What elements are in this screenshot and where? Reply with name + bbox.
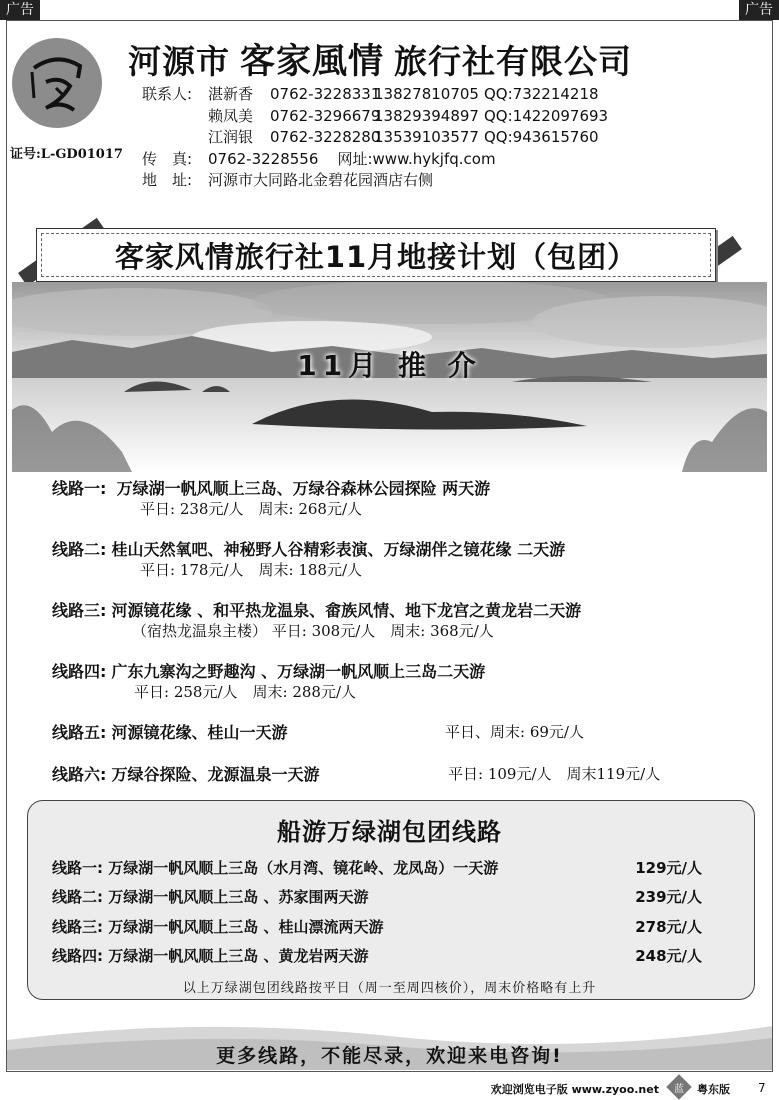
boat-route-name: 线路四: 万绿湖一帆风顺上三岛 、黄龙岩两天游 <box>52 947 369 965</box>
route-name: 线路六: <box>52 765 107 784</box>
route-price: 平日: 109元/人 周末119元/人 <box>448 765 661 783</box>
route-price: 平日、周末: 69元/人 <box>445 723 584 741</box>
contact-tel: 0762-3228280 <box>270 128 381 146</box>
route-desc: 河源镜花缘、桂山一天游 <box>111 723 288 742</box>
address-row <box>142 170 433 190</box>
contact-mobile: 13539103577 <box>374 128 479 146</box>
route-desc: 广东九寨沟之野趣沟 、万绿湖一帆风顺上三岛二天游 <box>111 662 486 681</box>
boat-route-name: 线路二: 万绿湖一帆风顺上三岛 、苏家围两天游 <box>52 888 369 906</box>
fax-web-row <box>142 149 496 169</box>
company-name-brand: 客家風情 <box>240 41 385 82</box>
contact-mobile: 13829394897 <box>374 107 479 125</box>
boat-route-row <box>52 886 712 907</box>
route-price: 平日: 258元/人 周末: 288元/人 <box>134 683 357 701</box>
route-price: （宿热龙温泉主楼） 平日: 308元/人 周末: 368元/人 <box>132 622 494 640</box>
logo-emblem-icon <box>12 38 102 128</box>
boat-routes-title: 船游万绿湖包团线路 <box>277 818 502 846</box>
contact-tel: 0762-3228331 <box>270 85 381 103</box>
boat-route-price: 248元/人 <box>635 947 702 965</box>
page-footer-bar <box>0 1074 779 1100</box>
route-desc: 万绿湖一帆风顺上三岛、万绿谷森林公园探险 两天游 <box>116 479 491 498</box>
route-item <box>52 476 490 499</box>
boat-price-note: 以上万绿湖包团线路按平日（周一至周四核价），周末价格略有上升 <box>182 981 597 996</box>
route-desc: 桂山天然氧吧、神秘野人谷精彩表演、万绿湖伴之镜花缘 二天游 <box>111 540 566 559</box>
boat-route-row <box>52 945 712 966</box>
boat-route-price: 278元/人 <box>635 918 702 936</box>
route-item <box>52 762 320 785</box>
route-item <box>52 659 485 682</box>
contact-name: 赖凤美 <box>208 107 254 125</box>
web-url[interactable]: www.hykjfq.com <box>372 150 496 168</box>
route-item <box>52 537 565 560</box>
contact-name: 江润银 <box>208 128 254 146</box>
boat-route-price: 239元/人 <box>635 888 702 906</box>
license-number: 证号:L-GD01017 <box>10 147 123 162</box>
contact-name: 湛新香 <box>208 85 254 103</box>
plan-banner <box>36 228 716 282</box>
edition-badge-text: 蓝 <box>674 1084 684 1095</box>
route-price: 平日: 238元/人 周末: 268元/人 <box>140 500 363 518</box>
route-desc: 万绿谷探险、龙源温泉一天游 <box>111 765 320 784</box>
november-recommend-title: 11月 推 介 <box>297 349 482 382</box>
contact-row-1 <box>142 84 599 104</box>
e-edition-promo[interactable]: 欢迎浏览电子版 www.zyoo.net <box>490 1083 659 1096</box>
ad-label-right: 广告 <box>739 0 779 20</box>
route-item <box>52 720 288 743</box>
boat-route-price: 129元/人 <box>635 859 702 877</box>
company-logo <box>12 38 102 128</box>
contact-label: 联系人: <box>142 85 193 103</box>
web-label: 网址: <box>337 150 373 168</box>
fax-label: 传 真: <box>142 150 193 168</box>
contact-tel: 0762-3296679 <box>270 107 381 125</box>
footer-call-to-action: 更多线路，不能尽录，欢迎来电咨询! <box>216 1045 563 1067</box>
company-name-suffix: 旅行社有限公司 <box>394 42 633 81</box>
plan-banner-title: 客家风情旅行社11月地接计划（包团） <box>114 240 638 274</box>
route-name: 线路二: <box>52 540 107 559</box>
contact-qq: QQ:943615760 <box>484 128 599 146</box>
route-price: 平日: 178元/人 周末: 188元/人 <box>140 561 363 579</box>
boat-route-name: 线路一: 万绿湖一帆风顺上三岛（水月湾、镜花岭、龙凤岛）一天游 <box>52 859 499 877</box>
route-name: 线路三: <box>52 601 107 620</box>
contact-row-2 <box>142 106 608 126</box>
contact-mobile: 13827810705 <box>374 85 479 103</box>
contact-row-3 <box>142 127 599 147</box>
page-number: 7 <box>758 1081 766 1095</box>
boat-route-row <box>52 916 712 937</box>
contact-qq: QQ:1422097693 <box>484 107 609 125</box>
route-item <box>52 598 581 621</box>
route-name: 线路四: <box>52 662 107 681</box>
company-name <box>128 34 632 84</box>
ad-label-left: 广告 <box>0 0 40 20</box>
address-label: 地 址: <box>142 171 193 189</box>
company-name-city: 河源市 <box>128 42 230 81</box>
boat-route-name: 线路三: 万绿湖一帆风顺上三岛 、桂山漂流两天游 <box>52 918 384 936</box>
edition-name: 粤东版 <box>697 1083 730 1096</box>
boat-route-row <box>52 857 712 878</box>
route-desc: 河源镜花缘 、和平热龙温泉、畲族风情、地下龙宫之黄龙岩二天游 <box>111 601 582 620</box>
fax-number: 0762-3228556 <box>208 150 319 168</box>
contact-qq: QQ:732214218 <box>484 85 599 103</box>
route-name: 线路五: <box>52 723 107 742</box>
address-text: 河源市大同路北金碧花园酒店右侧 <box>208 171 434 189</box>
route-name: 线路一: <box>52 479 107 498</box>
